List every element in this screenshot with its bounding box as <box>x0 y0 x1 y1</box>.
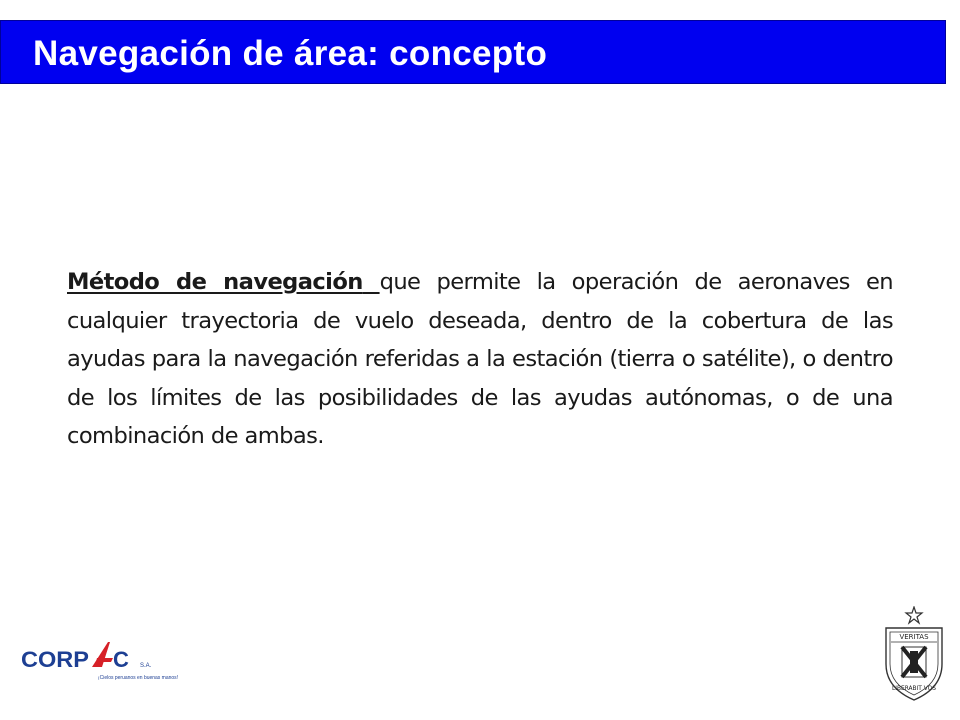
corpac-logo <box>18 636 183 686</box>
definition-text: que permite la operación de aeronaves en cualquier trayectoria de vuelo deseada, dentro de la cobertura de las ayudas para la navegación referidas a la estación (tierra o satélite), o dentro de los límites de las posibilidades de las ayudas autónomas, o de una combinación de ambas. <box>67 269 893 450</box>
motto-top: VERITAS <box>899 633 929 641</box>
term-underline-gap <box>363 269 380 295</box>
slide-title: Navegación de área: concepto <box>33 34 548 73</box>
motto-bottom: LIBERABIT VOS <box>892 685 937 692</box>
definition-term: Método de navegación <box>67 269 363 295</box>
corpac-suffix: S.A. <box>140 663 152 669</box>
title-bar <box>0 20 946 84</box>
corpac-wordmark-left: CORP <box>21 647 89 672</box>
corpac-wordmark-right: C <box>113 647 129 672</box>
corpac-tagline: ¡Cielos peruanos en buenas manos! <box>98 675 178 681</box>
star-icon <box>906 607 922 623</box>
corpac-a-icon <box>92 642 110 667</box>
definition-paragraph <box>67 263 893 456</box>
emblem-icon <box>902 647 926 677</box>
university-logo <box>880 606 948 702</box>
